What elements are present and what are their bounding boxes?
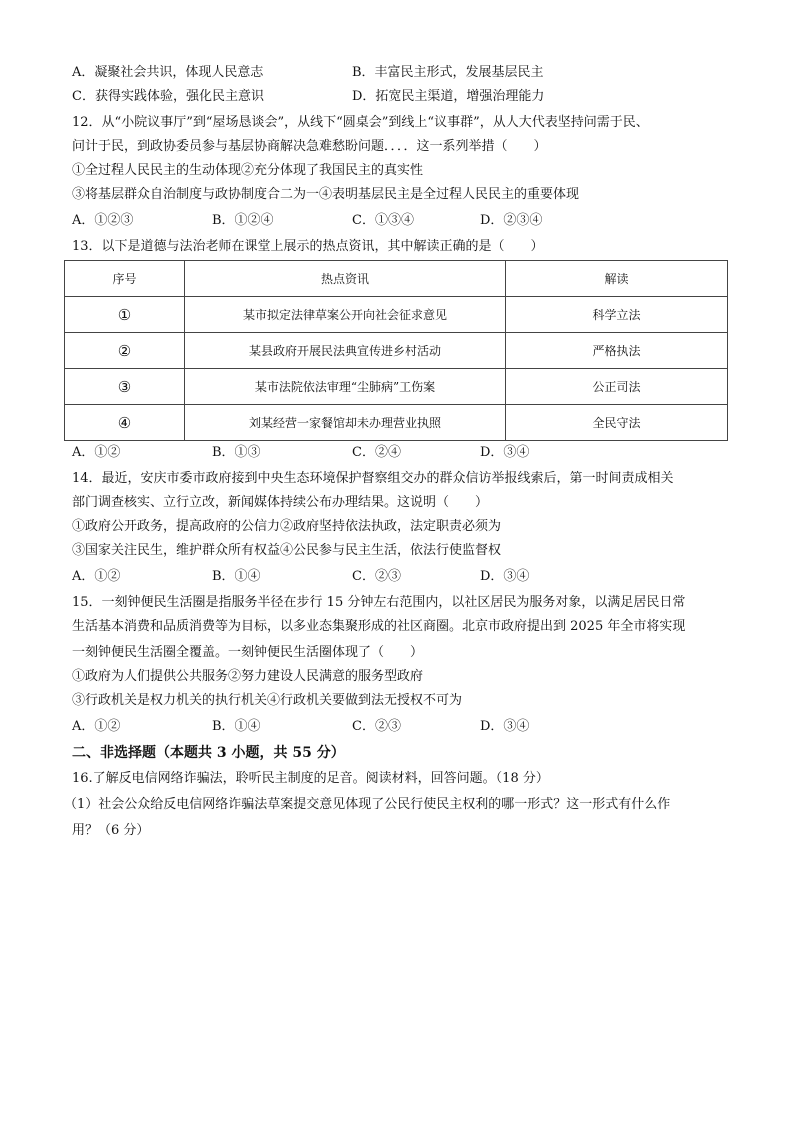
q15-option-b: B．①④ bbox=[212, 719, 261, 734]
q12-option-d: D．②③④ bbox=[480, 213, 543, 228]
q15-option-a: A．①② bbox=[72, 719, 121, 734]
q12-stem-line-1: 12．从“小院议事厅”到“屋场恳谈会”，从线下“圆桌会”到线上“议事群”，从人大代表坚持问需于民、 bbox=[72, 115, 649, 130]
q15-option-d: D．③④ bbox=[480, 719, 530, 734]
q14-stem-line-2: 部门调查核实、立行立改，新闻媒体持续公布办理结果。这说明（ ） bbox=[72, 495, 489, 510]
table-cell-news: 刘某经营一家餐馆却未办理营业执照 bbox=[185, 405, 506, 441]
table-cell-news: 某县政府开展民法典宣传进乡村活动 bbox=[185, 333, 506, 369]
q14-statements-line-1: ①政府公开政务，提高政府的公信力②政府坚持依法执政，法定职责必须为 bbox=[72, 519, 502, 534]
table-cell-news: 某市法院依法审理“尘肺病”工伤案 bbox=[185, 369, 506, 405]
table-row bbox=[65, 333, 728, 369]
q15-statements-line-2: ③行政机关是权力机关的执行机关④行政机关要做到法无授权不可为 bbox=[72, 693, 463, 708]
q14-option-a: A．①② bbox=[72, 569, 121, 584]
table-cell-no: ④ bbox=[65, 405, 185, 441]
q13-table bbox=[64, 260, 728, 441]
q12-option-b: B．①②④ bbox=[212, 213, 274, 228]
q12-statements-line-1: ①全过程人民民主的生动体现②充分体现了我国民主的真实性 bbox=[72, 163, 424, 178]
table-row bbox=[65, 369, 728, 405]
table-cell-reading: 科学立法 bbox=[506, 297, 728, 333]
table-header-reading: 解读 bbox=[506, 261, 728, 297]
table-cell-no: ③ bbox=[65, 369, 185, 405]
q14-statements-line-2: ③国家关注民生，维护群众所有权益④公民参与民主生活，依法行使监督权 bbox=[72, 543, 502, 558]
q12-statements-line-2: ③将基层群众自治制度与政协制度合二为一④表明基层民主是全过程人民民主的重要体现 bbox=[72, 187, 580, 202]
table-cell-reading: 全民守法 bbox=[506, 405, 728, 441]
table-row bbox=[65, 297, 728, 333]
table-cell-no: ① bbox=[65, 297, 185, 333]
table-header-news: 热点资讯 bbox=[185, 261, 506, 297]
table-header-row bbox=[65, 261, 728, 297]
q14-stem-line-1: 14．最近，安庆市委市政府接到中央生态环境保护督察组交办的群众信访举报线索后，第一时间责成相关 bbox=[72, 471, 674, 486]
q15-option-c: C．②③ bbox=[352, 719, 401, 734]
q14-option-d: D．③④ bbox=[480, 569, 530, 584]
q13-option-b: B．①③ bbox=[212, 445, 261, 460]
q11-option-d: D．拓宽民主渠道，增强治理能力 bbox=[352, 89, 545, 104]
q11-option-b: B．丰富民主形式，发展基层民主 bbox=[352, 65, 544, 80]
table-cell-reading: 严格执法 bbox=[506, 333, 728, 369]
table-cell-no: ② bbox=[65, 333, 185, 369]
table-cell-news: 某市拟定法律草案公开向社会征求意见 bbox=[185, 297, 506, 333]
q13-option-c: C．②④ bbox=[352, 445, 401, 460]
q13-option-a: A．①② bbox=[72, 445, 121, 460]
table-cell-reading: 公正司法 bbox=[506, 369, 728, 405]
q14-option-c: C．②③ bbox=[352, 569, 401, 584]
q15-stem-line-2: 生活基本消费和品质消费等为目标，以多业态集聚形成的社区商圈。北京市政府提出到 2025 年全市将实现 bbox=[72, 619, 686, 634]
table-row bbox=[65, 405, 728, 441]
q16-sub1-line-1: （1）社会公众给反电信网络诈骗法草案提交意见体现了公民行使民主权利的哪一形式？这一形式有什么作 bbox=[64, 797, 671, 812]
q15-stem-line-1: 15．一刻钟便民生活圈是指服务半径在步行 15 分钟左右范围内，以社区居民为服务对象，以满足居民日常 bbox=[72, 595, 686, 610]
table-header-no: 序号 bbox=[65, 261, 185, 297]
q12-option-a: A．①②③ bbox=[72, 213, 134, 228]
section-2-heading: 二、非选择题（本题共 3 小题，共 55 分） bbox=[72, 745, 345, 761]
q12-option-c: C．①③④ bbox=[352, 213, 414, 228]
q15-statements-line-1: ①政府为人们提供公共服务②努力建设人民满意的服务型政府 bbox=[72, 669, 424, 684]
q15-stem-line-3: 一刻钟便民生活圈全覆盖。一刻钟便民生活圈体现了（ ） bbox=[72, 645, 424, 660]
q13-option-d: D．③④ bbox=[480, 445, 530, 460]
q13-stem: 13．以下是道德与法治老师在课堂上展示的热点资讯，其中解读正确的是（ ） bbox=[72, 239, 544, 254]
q16-stem: 16.了解反电信网络诈骗法，聆听民主制度的足音。阅读材料，回答问题。（18 分） bbox=[72, 771, 549, 786]
q14-option-b: B．①④ bbox=[212, 569, 261, 584]
q16-sub1-line-2: 用？（6 分） bbox=[72, 823, 150, 838]
q11-option-a: A．凝聚社会共识，体现人民意志 bbox=[72, 65, 264, 80]
q12-stem-line-2: 问计于民，到政协委员参与基层协商解决急难愁盼问题．．．．这一系列举措（ ） bbox=[72, 139, 547, 154]
q11-option-c: C．获得实践体验，强化民主意识 bbox=[72, 89, 264, 104]
